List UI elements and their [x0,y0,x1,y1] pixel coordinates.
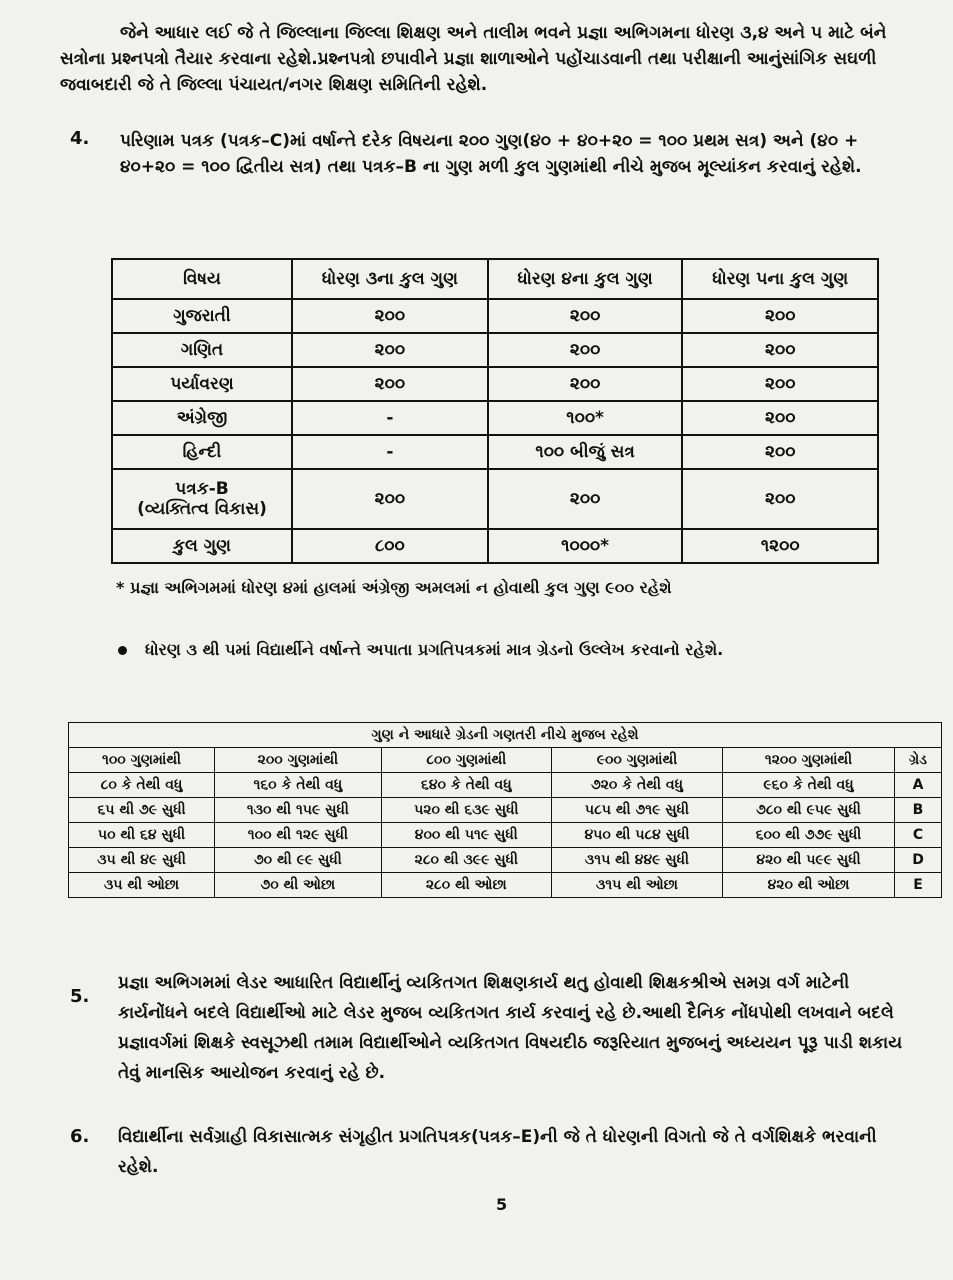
table-row [69,823,942,848]
marks-cell: ૨૦૦ [682,333,878,367]
intro-paragraph: જેને આધાર લઈ જે તે જિલ્લાના જિલ્લા શિક્ષણ અને તાલીમ ભવને પ્રજ્ઞા અભિગમના ધોરણ ૩,૪ અને ૫ માટે બંને સત્રોના પ્રશ્નપત્રો તૈયાર કરવાના રહેશે.પ્રશ્નપત્રો છપાવીને પ્રજ્ઞા શાળાઓને પહોંચાડવાની તથા પરીક્ષાની આનુંસાંગિક સઘળી જવાબદારી જે તે જિલ્લા પંચાયત/નગર શિક્ષણ સમિતિની રહેશે. [60,23,887,95]
grade-cell: ૨૮૦ થી ૩૯૯ સુધી [381,848,551,873]
marks-cell: ૨૦૦ [292,299,488,333]
subject-cell: કુલ ગુણ [112,529,292,563]
grade-cell: ૪૨૦ થી ૫૯૯ સુધી [723,848,895,873]
grade-cell: ૩૧૫ થી ૪૪૯ સુધી [551,848,722,873]
marks-table [111,258,879,564]
marks-cell: ૨૦૦ [682,299,878,333]
marks-cell: ૧૦૦ બીજું સત્ર [488,435,683,469]
grade-cell: ૧૩૦ થી ૧૫૯ સુધી [215,798,382,823]
table-row [69,848,942,873]
grade-header-cell: ૯૦૦ ગુણમાંથી [551,748,722,773]
marks-cell: ૨૦૦ [488,299,683,333]
footnote: * પ્રજ્ઞા અભિગમમાં ધોરણ ૪માં હાલમાં અંગ્રેજી અમલમાં ન હોવાથી કુલ ગુણ ૯૦૦ રહેશે [116,578,672,597]
marks-cell: ૧૨૦૦ [682,529,878,563]
subject-subline: (વ્યક્તિત્વ વિકાસ) [137,499,267,519]
table-row [112,333,878,367]
grade-table-caption: ગુણ ને આધારે ગ્રેડની ગણતરી નીચે મુજબ રહેશે [69,723,942,748]
grade-header-cell: ગ્રેડ [895,748,942,773]
marks-cell: ૨૦૦ [682,401,878,435]
table-row [69,798,942,823]
marks-header-cell: ધોરણ ૩ના કુલ ગુણ [292,259,488,299]
grade-header-cell: ૮૦૦ ગુણમાંથી [381,748,551,773]
grade-letter: E [895,873,942,898]
grade-cell: ૬૦૦ થી ૭૭૯ સુધી [723,823,895,848]
grade-cell: ૮૦ કે તેથી વધુ [69,773,215,798]
grade-cell: ૪૫૦ થી ૫૮૪ સુધી [551,823,722,848]
bullet-icon [118,646,127,655]
page-number: 5 [496,1195,508,1214]
marks-cell: ૨૦૦ [488,367,683,401]
item-6-text: વિદ્યાર્થીના સર્વગ્રાહી વિકાસાત્મક સંગૃહીત પ્રગતિપત્રક(પત્રક–E)ની જે તે ધોરણની વિગતો જે તે વર્ગશિક્ષકે ભરવાની રહેશે. [118,1127,877,1177]
marks-cell: ૨૦૦ [292,469,488,529]
item-4-number: 4. [70,128,90,149]
subject-cell: હિન્દી [112,435,292,469]
marks-cell: ૮૦૦ [292,529,488,563]
subject-cell: પર્યાવરણ [112,367,292,401]
grade-cell: ૬૪૦ કે તેથી વધુ [381,773,551,798]
grade-letter: D [895,848,942,873]
grade-letter: C [895,823,942,848]
item-5-number: 5. [70,986,90,1007]
marks-cell: - [292,435,488,469]
grade-cell: ૧૦૦ થી ૧૨૯ સુધી [215,823,382,848]
grade-cell: ૪૦૦ થી ૫૧૯ સુધી [381,823,551,848]
grade-letter: A [895,773,942,798]
grade-cell: ૩૧૫ થી ઓછા [551,873,722,898]
marks-cell: ૨૦૦ [292,367,488,401]
bullet-note [118,640,723,660]
marks-cell: ૨૦૦ [488,333,683,367]
marks-cell: ૨૦૦ [682,435,878,469]
grade-cell: ૬૫ થી ૭૯ સુધી [69,798,215,823]
table-row [112,401,878,435]
item-6-number: 6. [70,1126,90,1147]
table-row [112,299,878,333]
marks-header-cell: ધોરણ ૪ના કુલ ગુણ [488,259,683,299]
marks-cell: ૨૦૦ [682,469,878,529]
item-5-text: પ્રજ્ઞા અભિગમમાં લેડર આધારિત વિદ્યાર્થીનું વ્યકિતગત શિક્ષણકાર્ય થતુ હોવાથી શિક્ષકશ્રીએ સમગ્ર વર્ગ માટેની કાર્યનોંધને બદલે વિદ્યાર્થીઓ માટે લેડર મુજબ વ્યકિતગત કાર્ય કરવાનું રહે છે.આથી દૈનિક નોંધપોથી લખવાને બદલે પ્રજ્ઞાવર્ગમાં શિક્ષકે સ્વસૂઝથી તમામ વિદ્યાર્થીઓને વ્યકિતગત વિષયદીઠ જરૂરિયાત મુજબનું અધ્યયન પૂરૂ પાડી શકાય તેવું માનસિક આયોજન કરવાનું રહે છે. [118,973,903,1083]
subject-cell [112,469,292,529]
table-row [112,469,878,529]
grade-cell: ૨૮૦ થી ઓછા [381,873,551,898]
grade-cell: ૭૮૦ થી ૯૫૯ સુધી [723,798,895,823]
table-row-total [112,529,878,563]
marks-cell: ૧૦૦* [488,401,683,435]
marks-cell: ૨૦૦ [292,333,488,367]
subject-cell: અંગ્રેજી [112,401,292,435]
grade-header-cell: ૧૨૦૦ ગુણમાંથી [723,748,895,773]
marks-cell: - [292,401,488,435]
grade-cell: ૯૬૦ કે તેથી વધુ [723,773,895,798]
marks-cell: ૨૦૦ [488,469,683,529]
item-4-text: પરિણામ પત્રક (પત્રક–C)માં વર્ષાન્તે દરેક વિષયના ૨૦૦ ગુણ(૪૦ + ૪૦+૨૦ = ૧૦૦ પ્રથમ સત્ર) અને (૪૦ + ૪૦+૨૦ = ૧૦૦ દ્વિતીય સત્ર) તથા પત્રક–B ના ગુણ મળી કુલ ગુણમાંથી નીચે મુજબ મૂલ્યાંકન કરવાનું રહેશે. [120,131,862,177]
grade-cell: ૫૨૦ થી ૬૩૯ સુધી [381,798,551,823]
grade-cell: ૫૦ થી ૬૪ સુધી [69,823,215,848]
grade-cell: ૪૨૦ થી ઓછા [723,873,895,898]
subject-cell: ગણિત [112,333,292,367]
grade-cell: ૩૫ થી ૪૯ સુધી [69,848,215,873]
grade-caption-row [69,723,942,748]
grade-letter: B [895,798,942,823]
grade-header-cell: ૧૦૦ ગુણમાંથી [69,748,215,773]
grade-cell: ૧૬૦ કે તેથી વધુ [215,773,382,798]
grade-header-row [69,748,942,773]
table-row [112,435,878,469]
marks-cell: ૧૦૦૦* [488,529,683,563]
marks-header-cell: ધોરણ ૫ના કુલ ગુણ [682,259,878,299]
bullet-text: ધોરણ ૩ થી ૫માં વિદ્યાર્થીને વર્ષાન્તે અપાતા પ્રગતિપત્રકમાં માત્ર ગ્રેડનો ઉલ્લેખ કરવાનો રહેશે. [145,640,724,659]
subject-name: પત્રક-B [175,479,229,499]
marks-table-header [112,259,878,299]
grade-cell: ૭૦ થી ૯૯ સુધી [215,848,382,873]
marks-header-cell: વિષય [112,259,292,299]
table-row [69,773,942,798]
grade-header-cell: ૨૦૦ ગુણમાંથી [215,748,382,773]
grade-cell: ૭૨૦ કે તેથી વધુ [551,773,722,798]
grade-cell: ૫૮૫ થી ૭૧૯ સુધી [551,798,722,823]
table-row [112,367,878,401]
grade-cell: ૭૦ થી ઓછા [215,873,382,898]
grade-table [68,722,942,898]
marks-cell: ૨૦૦ [682,367,878,401]
table-row [69,873,942,898]
subject-cell: ગુજરાતી [112,299,292,333]
grade-cell: ૩૫ થી ઓછા [69,873,215,898]
